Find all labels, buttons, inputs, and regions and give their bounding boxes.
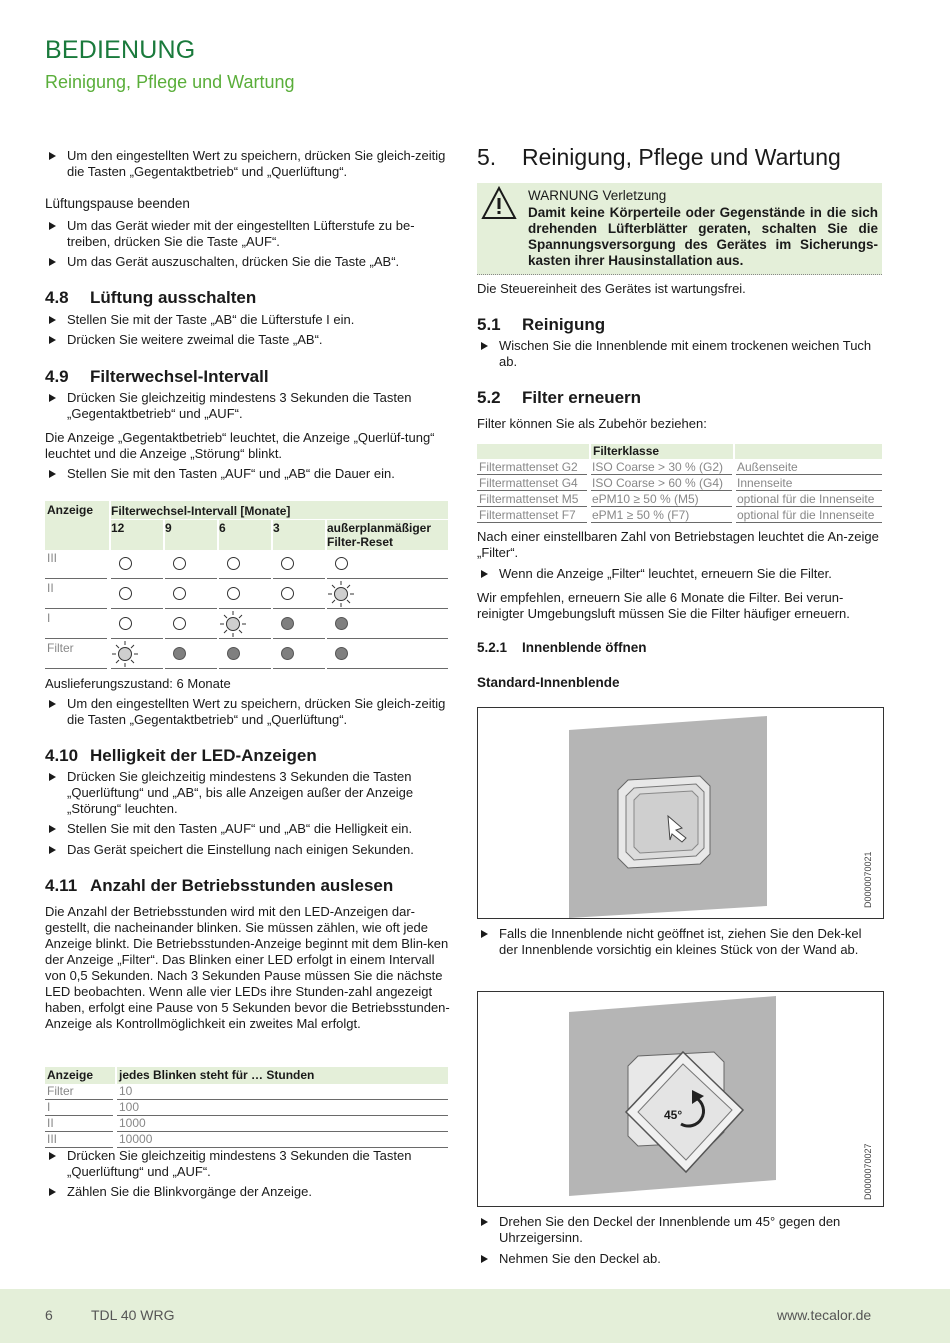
led-on bbox=[335, 617, 348, 630]
led-off bbox=[173, 617, 186, 630]
led-blinking-icon bbox=[327, 580, 355, 608]
led-on bbox=[227, 647, 240, 660]
website-link[interactable]: www.tecalor.de bbox=[777, 1307, 872, 1323]
hours-row-value: 10 bbox=[119, 1084, 133, 1098]
bullet-save-value: Um den eingestellten Wert zu speichern, drücken Sie gleich-zeitig die Tasten „Gegentaktbetrieb“ und „Querlüftung“. bbox=[45, 148, 447, 180]
led-off bbox=[227, 587, 240, 600]
section-5-heading: 5. Reinigung, Pflege und Wartung bbox=[477, 144, 841, 170]
filter-row-class: ePM1 ≥ 50 % (F7) bbox=[592, 508, 690, 522]
table-header-anzeige: Anzeige bbox=[47, 503, 94, 517]
warning-title: WARNUNG Verletzung bbox=[528, 188, 667, 203]
filter-class-header: Filterklasse bbox=[593, 444, 660, 458]
page-section-title: BEDIENUNG bbox=[45, 36, 196, 64]
bullet-set-duration: Stellen Sie mit den Tasten „AUF“ und „AB“ die Dauer ein. bbox=[45, 466, 467, 482]
led-on bbox=[173, 647, 186, 660]
bullet-wipe: Wischen Sie die Innenblende mit einem trockenen weichen Tuch ab. bbox=[477, 338, 879, 370]
row-label-III: III bbox=[47, 551, 58, 565]
paragraph-hours: Die Anzahl der Betriebsstunden wird mit den LED-Anzeigen dar-gestellt, die nacheinander blinken. Sie müssen zählen, wie oft jede Anzeige blinkt. Die Betriebsstunden-Anzeige beginnt mit dem Blin-ken der Anzeige „Filter“. Das Blinken einer LED erfolgt in einem Intervall von 0,5 Sekunden. Nach 3 Sekunden Pause müssen Sie die nächste LED beobachten. Wenn alle vier LEDs ihre Stunden-zahl angezeigt haben, erfolgt eine Pause von 5 Sekunden bevor die Betriebsstunden-Anzeige als Kontrollmöglichkeit ein zweites Mal erfolgt. bbox=[45, 904, 450, 1031]
filter-row-name: Filtermattenset G2 bbox=[479, 460, 578, 474]
bullet-count-blinks: Zählen Sie die Blinkvorgänge der Anzeige. bbox=[45, 1184, 467, 1200]
table-header-interval: Filterwechsel-Intervall [Monate] bbox=[111, 504, 291, 518]
hours-row-value: 10000 bbox=[119, 1132, 153, 1146]
led-off bbox=[173, 557, 186, 570]
section-5-1-heading: 5.1 Reinigung bbox=[477, 315, 606, 334]
bullet-pull-cover: Falls die Innenblende nicht geöffnet ist, ziehen Sie den Dek-kel der Innenblende vorsichtig ein kleines Stück von der Wand ab. bbox=[477, 926, 879, 958]
hours-row-value: 100 bbox=[119, 1100, 140, 1114]
filter-row-side: optional für die Innenseite bbox=[737, 508, 875, 522]
section-5-2-heading: 5.2 Filter erneuern bbox=[477, 388, 642, 407]
hours-row-label: III bbox=[47, 1132, 58, 1146]
filter-recommendation: Wir empfehlen, erneuern Sie alle 6 Monate die Filter. Bei verun-reinigter Umgebungsluft müssen Sie die Filter häufiger erneuern. bbox=[477, 590, 850, 621]
led-on bbox=[281, 617, 294, 630]
led-off bbox=[335, 557, 348, 570]
led-blinking-icon bbox=[219, 610, 247, 638]
bullet-press-keys: Drücken Sie gleichzeitig mindestens 3 Sekunden die Tasten „Gegentaktbetrieb“ und „AUF“. bbox=[45, 390, 447, 422]
figure-cover-rotate bbox=[477, 991, 884, 1207]
warning-triangle-icon bbox=[481, 186, 517, 220]
figure-id: D0000070021 bbox=[863, 851, 873, 908]
page-number: 6 bbox=[45, 1307, 53, 1323]
filter-row-side: Außenseite bbox=[737, 460, 798, 474]
section-4-9-heading: 4.9 Filterwechsel-Intervall bbox=[45, 367, 269, 386]
maintenance-free: Die Steuereinheit des Gerätes ist wartungsfrei. bbox=[477, 281, 746, 296]
led-off bbox=[119, 617, 132, 630]
col-12: 12 bbox=[111, 521, 125, 535]
bullet-remove-cover: Nehmen Sie den Deckel ab. bbox=[477, 1251, 899, 1267]
bullet-rotate-cover: Drehen Sie den Deckel der Innenblende um 45° gegen den Uhrzeigersinn. bbox=[477, 1214, 899, 1246]
cover-pull-illustration bbox=[478, 708, 883, 918]
figure-id: D0000070027 bbox=[863, 1143, 873, 1200]
section-4-10-heading: 4.10 Helligkeit der LED-Anzeigen bbox=[45, 746, 317, 765]
led-off bbox=[281, 587, 294, 600]
col-3: 3 bbox=[273, 521, 280, 535]
hours-row-label: I bbox=[47, 1100, 51, 1114]
product-name: TDL 40 WRG bbox=[91, 1307, 175, 1323]
led-off bbox=[173, 587, 186, 600]
standard-cover-heading: Standard-Innenblende bbox=[477, 675, 620, 690]
col-9: 9 bbox=[165, 521, 172, 535]
section-4-8-heading: 4.8 Lüftung ausschalten bbox=[45, 288, 257, 307]
bullet-save-value-2: Um den eingestellten Wert zu speichern, drücken Sie gleich-zeitig die Tasten „Gegentaktbetrieb“ und „Querlüftung“. bbox=[45, 696, 447, 728]
filter-display-text: Nach einer einstellbaren Zahl von Betriebstagen leuchtet die An-zeige „Filter“. bbox=[477, 529, 879, 560]
bullet-press-ab: Drücken Sie weitere zweimal die Taste „AB“. bbox=[45, 332, 467, 348]
filter-row-class: ISO Coarse > 30 % (G2) bbox=[592, 460, 724, 474]
bullet-resume: Um das Gerät wieder mit der eingestellten Lüfterstufe zu be-treiben, drücken Sie die Taste „AUF“. bbox=[45, 218, 447, 250]
hours-col-blink: jedes Blinken steht für … Stunden bbox=[119, 1068, 315, 1082]
filter-row-name: Filtermattenset M5 bbox=[479, 492, 579, 506]
led-blinking-icon bbox=[111, 640, 139, 668]
hours-row-label: II bbox=[47, 1116, 54, 1130]
led-off bbox=[281, 557, 294, 570]
figure-cover-pull bbox=[477, 707, 884, 919]
led-off bbox=[119, 557, 132, 570]
filter-row-class: ePM10 ≥ 50 % (M5) bbox=[592, 492, 699, 506]
bullet-set-brightness: Stellen Sie mit den Tasten „AUF“ und „AB“ die Helligkeit ein. bbox=[45, 821, 467, 837]
filter-accessory-text: Filter können Sie als Zubehör beziehen: bbox=[477, 416, 707, 431]
led-off bbox=[119, 587, 132, 600]
section-5-2-1-heading: 5.2.1 Innenblende öffnen bbox=[477, 640, 647, 655]
led-off bbox=[227, 557, 240, 570]
pause-heading: Lüftungspause beenden bbox=[45, 196, 190, 211]
warning-text: Damit keine Körperteile oder Gegenstände in die sich drehenden Lüfterblätter geraten, schalten Sie die Spannungsversorgung des Gerätes im Sicherungs-kasten ihrer Hausinstallation aus. bbox=[528, 205, 878, 268]
filter-row-side: optional für die Innenseite bbox=[737, 492, 875, 506]
bullet-replace-filter: Wenn die Anzeige „Filter“ leuchtet, erneuern Sie die Filter. bbox=[477, 566, 899, 582]
page-subtitle: Reinigung, Pflege und Wartung bbox=[45, 72, 295, 92]
bullet-hours-keys: Drücken Sie gleichzeitig mindestens 3 Sekunden die Tasten „Querlüftung“ und „AUF“. bbox=[45, 1148, 467, 1180]
row-label-I: I bbox=[47, 611, 51, 625]
filter-row-name: Filtermattenset F7 bbox=[479, 508, 576, 522]
col-6: 6 bbox=[219, 521, 226, 535]
row-label-filter: Filter bbox=[47, 641, 74, 655]
row-label-II: II bbox=[47, 581, 54, 595]
section-4-11-heading: 4.11 Anzahl der Betriebsstunden auslesen bbox=[45, 876, 394, 895]
delivery-state: Auslieferungszustand: 6 Monate bbox=[45, 676, 231, 691]
bullet-stage-1: Stellen Sie mit der Taste „AB“ die Lüfterstufe I ein. bbox=[45, 312, 467, 328]
led-on bbox=[335, 647, 348, 660]
hours-row-label: Filter bbox=[47, 1084, 74, 1098]
filter-row-class: ISO Coarse > 60 % (G4) bbox=[592, 476, 724, 490]
rotation-angle: 45° bbox=[664, 1108, 683, 1122]
bullet-store-setting: Das Gerät speichert die Einstellung nach einigen Sekunden. bbox=[45, 842, 467, 858]
hours-col-anzeige: Anzeige bbox=[47, 1068, 94, 1082]
cover-rotate-illustration bbox=[478, 992, 883, 1206]
filter-table-header bbox=[477, 444, 882, 459]
col-reset: außerplanmäßiger Filter-Reset bbox=[327, 521, 432, 549]
bullet-brightness-keys: Drücken Sie gleichzeitig mindestens 3 Sekunden die Tasten „Querlüftung“ und „AB“, bis alle Anzeigen außer der Anzeige „Störung“ leuchten. bbox=[45, 769, 447, 817]
paragraph-display: Die Anzeige „Gegentaktbetrieb“ leuchtet, die Anzeige „Querlüf-tung“ leuchtet und die Anzeige „Störung“ blinkt. bbox=[45, 430, 435, 461]
filter-row-name: Filtermattenset G4 bbox=[479, 476, 578, 490]
hours-row-value: 1000 bbox=[119, 1116, 146, 1130]
bullet-switch-off: Um das Gerät auszuschalten, drücken Sie die Taste „AB“. bbox=[45, 254, 467, 270]
led-on bbox=[281, 647, 294, 660]
filter-row-side: Innenseite bbox=[737, 476, 793, 490]
